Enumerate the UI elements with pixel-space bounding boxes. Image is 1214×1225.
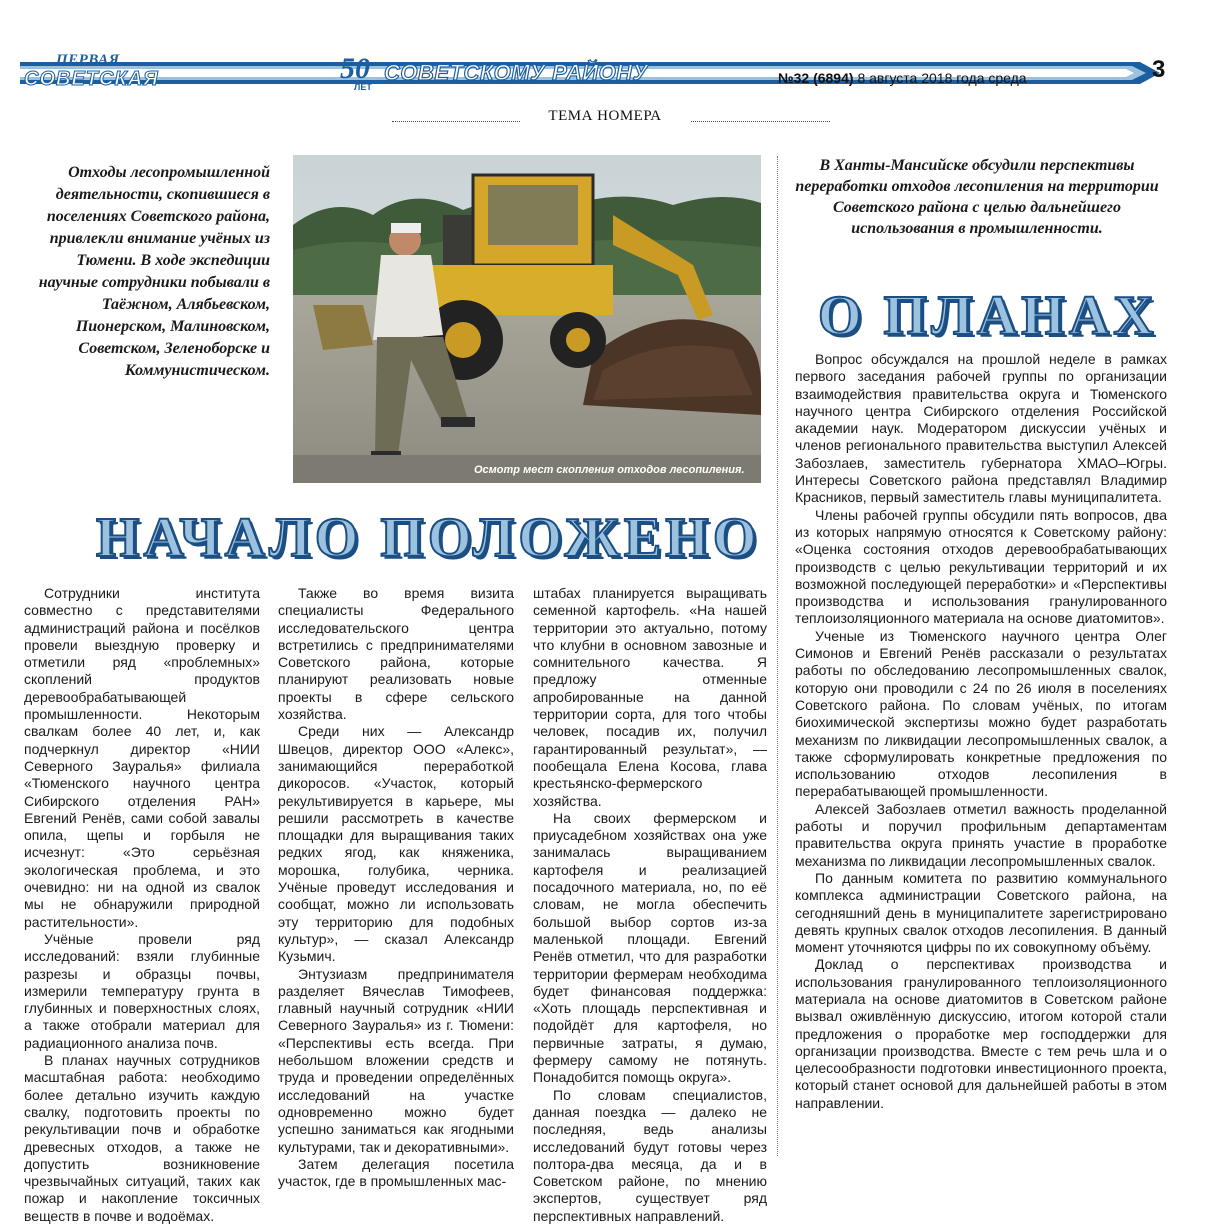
article1-column-3 [533, 585, 767, 1225]
issue-info [778, 70, 1027, 86]
article-photo [293, 155, 761, 483]
article1-column-2 [278, 585, 514, 1190]
paragraph: Затем делегация посетила участок, где в промышленных мас- [278, 1155, 514, 1190]
anniversary-text: СОВЕТСКОМУ РАЙОНУ [384, 60, 648, 85]
anniversary-unit: ЛЕТ [354, 82, 372, 92]
paragraph: По словам специалистов, данная поездка — далеко не последняя, ведь анализы исследований будут готовы через полтора-два месяца, да и в Советском районе, по мнению экспертов, существует ряд перспективных направлений. [533, 1086, 767, 1224]
paragraph: На своих фермерском и приусадебном хозяйствах она уже занималась выращиванием картофеля и реализацией посадочного материала, но, по её словам, не могла обеспечить большой выбор сортов из-за маленькой площади. Евгений Ренёв отметил, что для разработки территории фермерам необходима будет финансовая поддержка: «Хоть площадь перспективная и подойдёт для картофеля, но первичные затраты, я думаю, фермеру самому не потянуть. Понадобится помощь округа». [533, 809, 767, 1086]
paragraph: Ученые из Тюменского научного центра Олег Симонов и Евгений Ренёв рассказали о результатах работы по обследованию лесопромышленных свалок, которую они проводили с 24 по 26 июля в поселениях Советского района. По словам учёных, по итогам биохимической экспертизы можно будет разработать механизм по ликвидации лесопромышленных свалок, а также сформулировать конкретные предложения по использованию отходов лесопиления в перерабатывающей промышленности. [795, 627, 1167, 800]
article2-headline: О ПЛАНАХ [818, 285, 1158, 347]
paragraph: Доклад о перспективах производства и использования гранулированного теплоизоляционного материала на основе диатомитов в Советском районе вызвал оживлённую дискуссию, итогом которой стали предложения о проработке мер господдержки для организации производства. Вместе с тем речь шла и о целесообразности подготовки инвестиционного проекта, который станет основой для дальнейшей работы в этом направлении. [795, 956, 1167, 1111]
article1-lead: Отходы лесопромышленной деятельности, скопившиеся в поселениях Советского района, привлекли внимание учёных из Тюмени. В ходе экспедиции научные сотрудники побывали в Таёжном, Алябьевском, Пионерском, Малиновском, Советском, Зеленоборске и Коммунистическом. [38, 164, 270, 379]
paragraph: Сотрудники института совместно с представителями администраций района и посёлков провели выездную проверку и отметили ряд «проблемных» скоплений продуктов деревообрабатывающей промышленности. Некоторым свалкам более 40 лет, и, как подчеркнул директор «НИИ Северного Зауралья» филиала «Тюменского научного центра Сибирского отделения РАН» Евгений Ренёв, сами собой завалы опила, щепы и горбыля не исчезнут: «Это серьёзная экологическая проблема, и это очевидно: ни на одной из свалок мы не обнаружили природной растительности». [24, 585, 260, 930]
logo-bottom-text: СОВЕТСКАЯ [24, 68, 159, 90]
paragraph: Учёные провели ряд исследований: взяли глубинные разрезы и образцы почвы, измерили температуру грунта в глубинных и поверхностных слоях, а также отобрали материал для радиационного анализа почв. [24, 930, 260, 1051]
newspaper-logo [22, 50, 159, 92]
rubric-title: ТЕМА НОМЕРА [520, 108, 690, 125]
paragraph: Энтузиазм предпринимателя разделяет Вячеслав Тимофеев, главный научный сотрудник «НИИ Северного Зауралья» из г. Тюмени: «Перспективы есть всегда. При небольшом вложении средств и труда и проведении определённых исследований на участке одновременно можно будет успешно заниматься как ягодными культурами, так и декоративными». [278, 965, 514, 1155]
anniversary-number: 50 [340, 52, 370, 85]
anniversary-banner [340, 52, 648, 94]
paragraph: Вопрос обсуждался на прошлой неделе в рамках первого заседания рабочей группы по организации взаимодействия правительства округа и Тюменского научного центра Сибирского отделения Российской академии наук. Модератором дискуссии учёных и членов регионального правительства выступил Алексей Забозлаев, заместитель губернатора ХМАО–Югры. Интересы Советского района представлял Владимир Красников, первый заместитель главы муниципалитета. [795, 351, 1167, 506]
paragraph: По данным комитета по развитию коммунального комплекса администрации Советского района, на сегодняшний день в муниципалитете зарегистрировано девять крупных свалок отходов лесопиления. В данный момент уточняются цифры по их совокупному объёму. [795, 869, 1167, 956]
article1-headline: НАЧАЛО ПОЛОЖЕНО [96, 507, 761, 569]
page-number: 3 [1152, 56, 1166, 83]
article1-column-1 [24, 585, 260, 1225]
logo-top-text: ПЕРВАЯ [56, 52, 120, 68]
paragraph: Среди них — Александр Швецов, директор ООО «Алекс», занимающийся переработкой дикоросов. «Участок, который рекультивируется в карьере, мы решили рассмотреть в качестве площадки для выращивания таких редких ягод, как княженика, морошка, голубика, черника. Учёные проведут исследования и сообщат, можно ли использовать эту территорию для подобных культур», — сказал Александр Кузьмич. [278, 723, 514, 965]
paragraph: Также во время визита специалисты Федерального исследовательского центра встретились с предпринимателями Советского района, которые планируют реализовать новые проекты в сфере сельского хозяйства. [278, 585, 514, 723]
paragraph: Члены рабочей группы обсудили пять вопросов, два из которых напрямую относятся к Советскому району: «Оценка состояния отходов деревообрабатывающих производств с целью рекультивации территорий и их возможной последующей переработки» и «Перспективы производства и использования гранулированного теплоизоляционного материала на основе диатомитов». [795, 506, 1167, 627]
photo-caption: Осмотр мест скопления отходов лесопиления. [474, 464, 745, 476]
issue-date: 8 августа 2018 года среда [857, 70, 1027, 86]
article2-lead: В Ханты-Мансийске обсудили перспективы переработки отходов лесопиления на территории Советского района с целью дальнейшего использования в промышленности. [795, 157, 1159, 237]
paragraph: Алексей Забозлаев отметил важность проделанной работы и поручил профильным департаментам правительства округа принять участие в проработке механизма по ликвидации лесопромышленных свалок. [795, 800, 1167, 869]
article2-body [795, 351, 1167, 1112]
issue-number: №32 (6894) [778, 70, 854, 86]
paragraph: В планах научных сотрудников масштабная работа: необходимо более детально изучить каждую свалку, подготовить проекты по рекультивации почв и обработке древесных отходов, а также не допустить возникновение чрезвычайных ситуаций, таких как пожар и накопление токсичных веществ в почве и водоёмах. [24, 1052, 260, 1224]
column-divider [777, 156, 779, 1156]
paragraph: штабах планируется выращивать семенной картофель. «На нашей территории это актуально, потому что клубни в основном завозные и сомнительного качества. Я предложу отменные апробированные на данной территории сорта, для того чтобы человек, посадив их, получил гарантированный результат», — пообещала Елена Косова, глава крестьянско-фермерского хозяйства. [533, 585, 767, 809]
